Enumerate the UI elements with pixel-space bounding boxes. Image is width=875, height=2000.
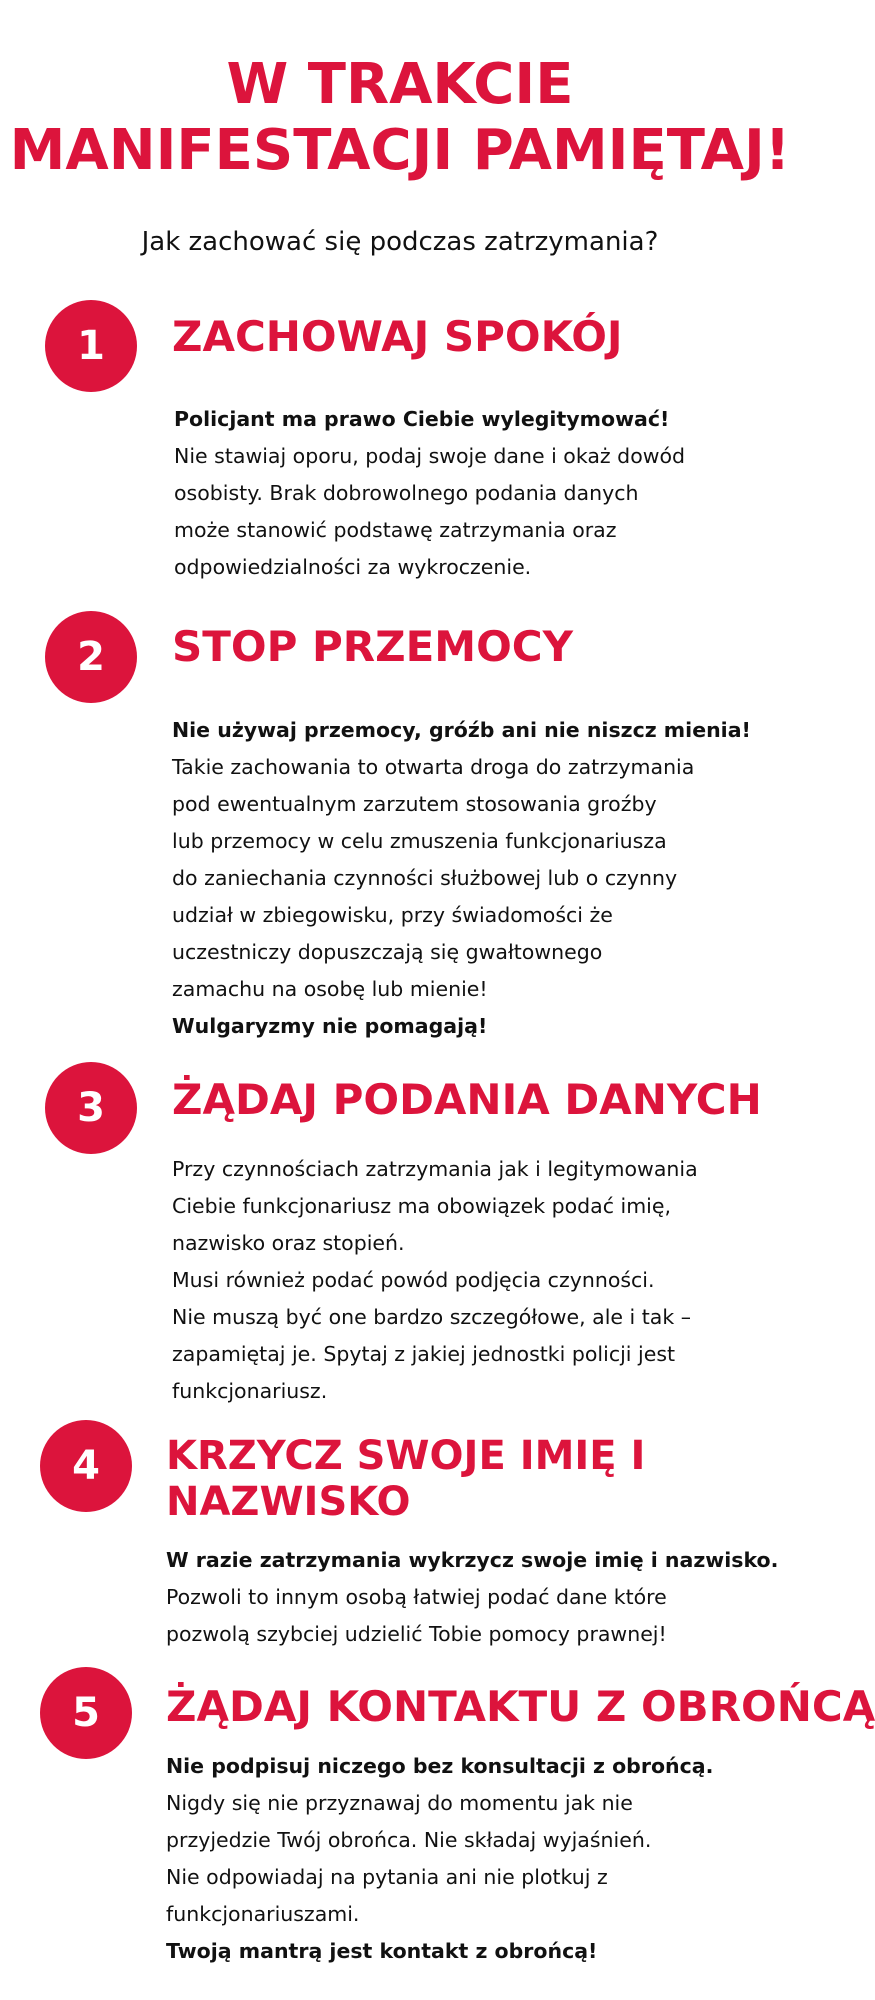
section-text-line: przyjedzie Twój obrońca. Nie składaj wyjaśnień.: [166, 1828, 652, 1852]
section-heading-4: [166, 1433, 766, 1525]
section-text-line: funkcjonariuszami.: [166, 1902, 360, 1926]
step-number-badge-2: 2: [45, 611, 137, 703]
step-number-badge-4: 4: [40, 1420, 132, 1512]
step-number-badge-5: 5: [40, 1667, 132, 1759]
section-text-line: Ciebie funkcjonariusz ma obowiązek podać imię,: [172, 1194, 672, 1218]
section-text-line: uczestniczy dopuszczają się gwałtownego: [172, 940, 603, 964]
section-text-line: Pozwoli to innym osobą łatwiej podać dane które: [166, 1585, 667, 1609]
section-text-line: Przy czynnościach zatrzymania jak i legitymowania: [172, 1157, 698, 1181]
section-heading-5: ŻĄDAJ KONTAKTU Z OBROŃCĄ: [166, 1682, 875, 1731]
section-text-line: Nigdy się nie przyznawaj do momentu jak nie: [166, 1791, 633, 1815]
section-text-line: udział w zbiegowisku, przy świadomości że: [172, 903, 613, 927]
section-text-line: odpowiedzialności za wykroczenie.: [174, 555, 532, 579]
page-title: [0, 52, 800, 184]
section-text-line: Nie muszą być one bardzo szczegółowe, ale i tak –: [172, 1305, 691, 1329]
section-text-line: zamachu na osobę lub mienie!: [172, 977, 488, 1001]
section-text-line: Takie zachowania to otwarta droga do zatrzymania: [172, 755, 695, 779]
page-title-line-1: W TRAKCIE: [226, 52, 574, 117]
section-text-line: do zaniechania czynności służbowej lub o czynny: [172, 866, 678, 890]
section-emphasis-line: Twoją mantrą jest kontakt z obrońcą!: [166, 1939, 598, 1963]
section-text-line: lub przemocy w celu zmuszenia funkcjonariusza: [172, 829, 667, 853]
section-text-line: Musi również podać powód podjęcia czynności.: [172, 1268, 655, 1292]
section-text-line: pozwolą szybciej udzielić Tobie pomocy prawnej!: [166, 1622, 667, 1646]
section-text-line: Nie stawiaj oporu, podaj swoje dane i okaż dowód: [174, 444, 686, 468]
section-text-line: Nie odpowiadaj na pytania ani nie plotkuj z: [166, 1865, 608, 1889]
section-text-line: zapamiętaj je. Spytaj z jakiej jednostki policji jest: [172, 1342, 676, 1366]
section-text-line: osobisty. Brak dobrowolnego podania danych: [174, 481, 639, 505]
section-body-1: [174, 401, 685, 586]
section-heading-4-line-1: KRZYCZ SWOJE IMIĘ I: [166, 1433, 646, 1479]
section-emphasis-line: Nie używaj przemocy, gróźb ani nie niszcz mienia!: [172, 718, 751, 742]
section-text-line: nazwisko oraz stopień.: [172, 1231, 405, 1255]
section-emphasis-line: Policjant ma prawo Ciebie wylegitymować!: [174, 407, 670, 431]
page-subtitle: Jak zachować się podczas zatrzymania?: [141, 227, 659, 257]
section-emphasis-line: W razie zatrzymania wykrzycz swoje imię i nazwisko.: [166, 1548, 779, 1572]
section-heading-4-line-2: NAZWISKO: [166, 1479, 411, 1525]
section-emphasis-line: Wulgaryzmy nie pomagają!: [172, 1014, 488, 1038]
section-body-2: [172, 712, 751, 1045]
section-text-line: funkcjonariusz.: [172, 1379, 328, 1403]
section-heading-1: ZACHOWAJ SPOKÓJ: [172, 312, 623, 361]
section-heading-3: ŻĄDAJ PODANIA DANYCH: [172, 1075, 762, 1124]
section-body-3: [172, 1151, 698, 1410]
section-emphasis-line: Nie podpisuj niczego bez konsultacji z obrońcą.: [166, 1754, 714, 1778]
section-body-4: [166, 1542, 778, 1653]
section-text-line: pod ewentualnym zarzutem stosowania groźby: [172, 792, 657, 816]
step-number-badge-1: 1: [45, 300, 137, 392]
step-number-badge-3: 3: [45, 1062, 137, 1154]
section-body-5: [166, 1748, 713, 1970]
section-text-line: może stanowić podstawę zatrzymania oraz: [174, 518, 617, 542]
page-title-line-2: MANIFESTACJI PAMIĘTAJ!: [9, 118, 791, 183]
section-heading-2: STOP PRZEMOCY: [172, 622, 574, 671]
